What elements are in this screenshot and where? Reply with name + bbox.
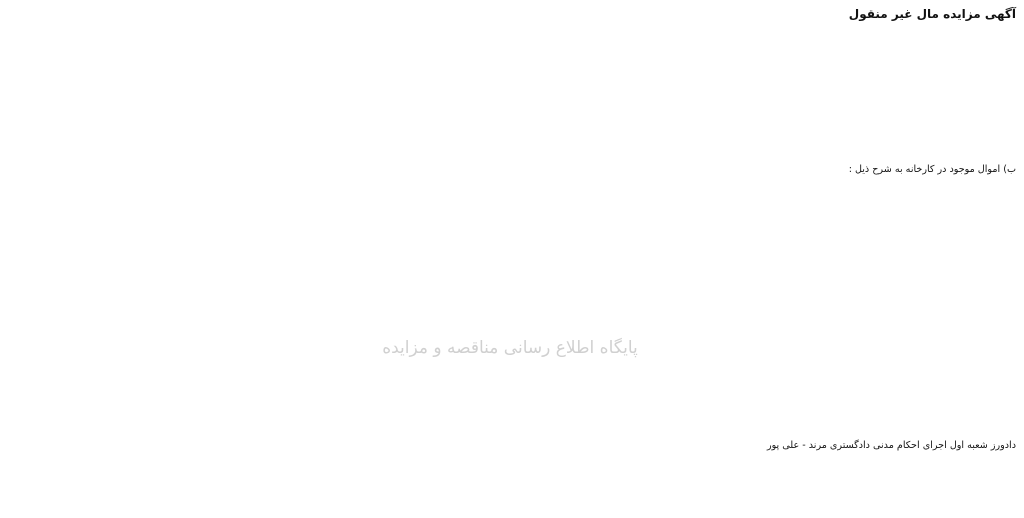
well-description-paragraph [8, 349, 1016, 389]
factory-description-paragraph [8, 65, 1016, 159]
auction-terms-paragraph [8, 395, 1016, 435]
intro-paragraph [8, 28, 1016, 55]
watermark-text: پایگاه اطلاع رسانی مناقصه و مزایده [382, 338, 638, 358]
equipment-list-paragraph [8, 181, 1016, 275]
warehouse-description-paragraph [8, 301, 1016, 341]
equipment-heading: ب) اموال موجود در کارخانه به شرح ذیل : [848, 164, 1016, 175]
notice-title: آگهی مزایده مال غیر منقول [848, 7, 1016, 21]
equipment-total-value [8, 279, 1016, 293]
signature-line: دادورز شعبه اول اجرای احکام مدنی دادگستری مرند - علی پور [766, 440, 1016, 451]
